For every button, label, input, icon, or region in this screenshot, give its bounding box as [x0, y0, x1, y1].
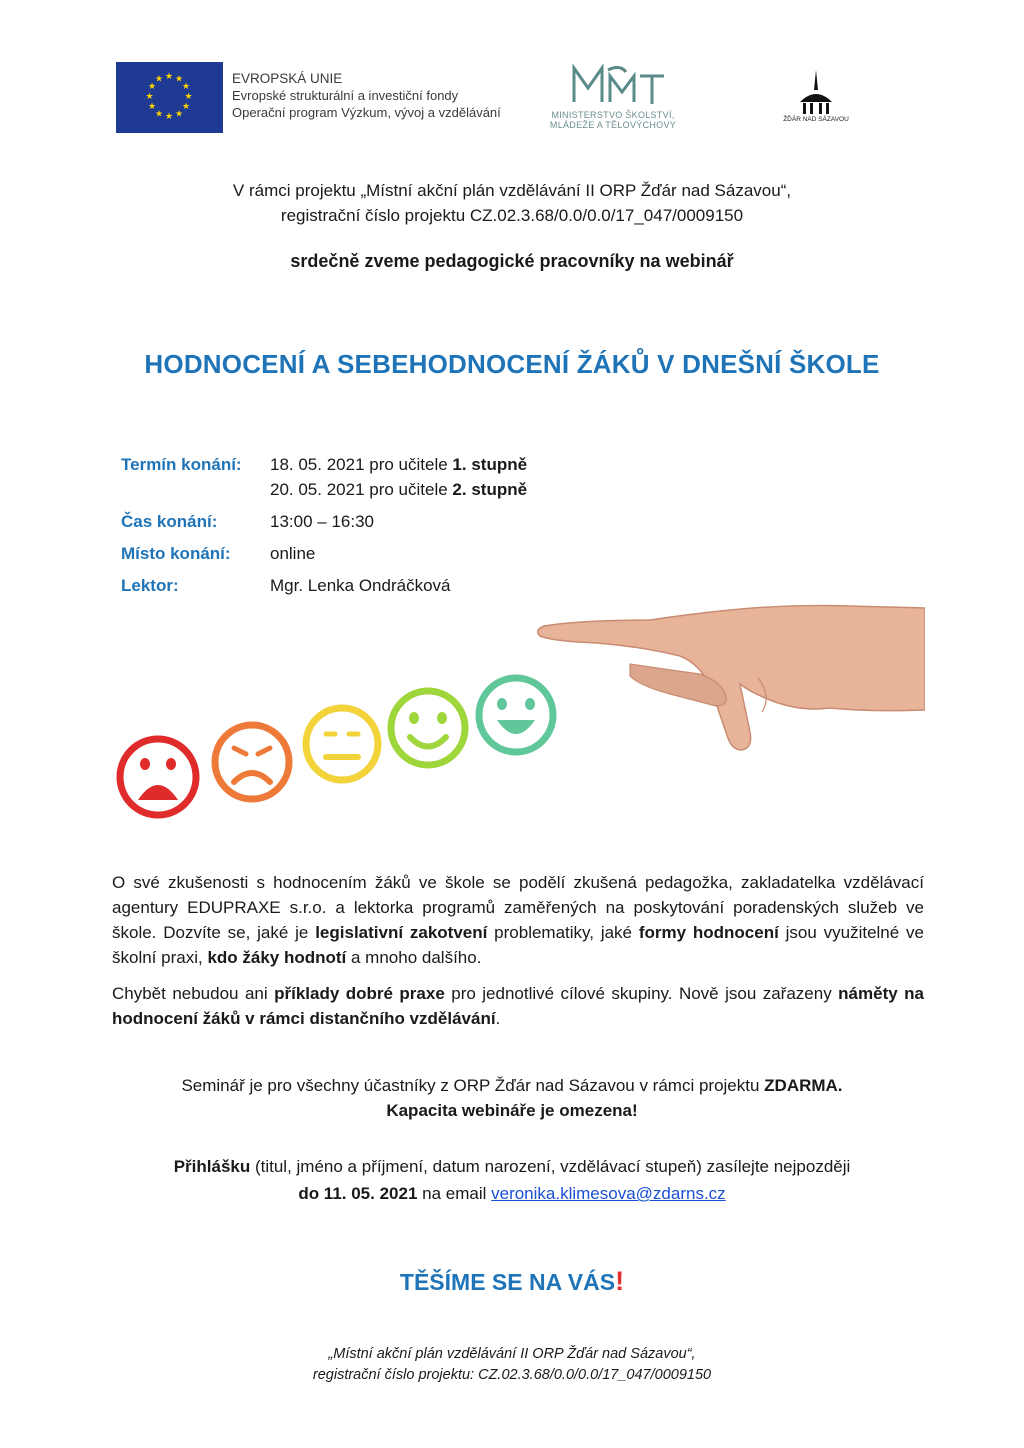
footer-line2: registrační číslo projektu: CZ.02.3.68/0.0/0.0/17_047/0009150: [312, 1367, 712, 1383]
svg-text:★: ★: [154, 74, 164, 85]
eu-flag-logo: [116, 62, 223, 133]
cas-row: [121, 509, 527, 534]
svg-text:★: ★: [184, 92, 193, 102]
registration-deadline: do 11. 05. 2021: [298, 1184, 418, 1203]
termin-line2: [270, 477, 527, 502]
svg-text:★: ★: [174, 74, 184, 85]
closing-text: [0, 1266, 1024, 1297]
misto-label: Místo konání:: [121, 544, 231, 563]
sad-face-icon: [215, 725, 289, 799]
pointing-hand-icon: [538, 606, 925, 751]
svg-text:★: ★: [145, 92, 154, 102]
registration-line1: [0, 1153, 1024, 1180]
termin1-mid: pro učitele: [364, 455, 453, 474]
termin-label: Termín konání:: [121, 455, 242, 474]
registration-line2: [0, 1180, 1024, 1207]
p2-bold-1: příklady dobré praxe: [274, 984, 445, 1003]
eu-line1: EVROPSKÁ UNIE: [232, 71, 343, 86]
closing-main: TĚŠÍME SE NA VÁS: [399, 1269, 616, 1295]
p2-text-d: .: [495, 1009, 501, 1028]
footer-line1: „Místní akční plán vzdělávání II ORP Žďár nad Sázavou“,: [328, 1346, 696, 1362]
free-line1: [0, 1073, 1024, 1098]
svg-text:★: ★: [174, 109, 184, 120]
msmt-line2: MLÁDEŽE A TĚLOVÝCHOVY: [549, 120, 677, 130]
p1-bold-1: legislativní zakotvení: [315, 923, 488, 942]
p1-text-a: O své zkušenosti s hodnocením žáků ve škole se podělí zkušená pedagožka, zakladatelka vzdělávací agentury EDUPRAXE s.r.o. a lektorka programů zaměřených na poskytování poradenských služeb ve škole. Dozvíte se, jaké je: [112, 873, 924, 942]
termin-row: [121, 452, 527, 502]
p2-text-a: Chybět nebudou ani: [112, 984, 275, 1003]
footer: [0, 1344, 1024, 1386]
msmt-logo: [560, 62, 670, 107]
feedback-illustration: [110, 600, 925, 825]
svg-text:★: ★: [164, 112, 174, 122]
p1-text-e: a mnoho dalšího.: [346, 948, 482, 967]
very-happy-face-icon: [479, 678, 553, 752]
lektor-label: Lektor:: [121, 576, 179, 595]
termin1-date: 18. 05. 2021: [270, 455, 365, 474]
event-info: [121, 452, 527, 598]
free-zdarma: ZDARMA.: [764, 1076, 843, 1095]
p2-bold-2: náměty na hodnocení žáků v rámci distančního vzdělávání: [112, 984, 924, 1028]
cas-value: 13:00 – 16:30: [270, 512, 374, 531]
invite-text: srdečně zveme pedagogické pracovníky na webinář: [290, 251, 734, 271]
termin-values: [270, 452, 527, 502]
zdar-church-logo: [796, 68, 836, 116]
free-notice: [0, 1073, 1024, 1123]
cas-label: Čas konání:: [121, 512, 218, 531]
capacity-line: [0, 1098, 1024, 1123]
zdar-label: ŽĎÁR NAD SÁZAVOU: [783, 116, 849, 123]
svg-text:★: ★: [154, 109, 164, 120]
p1-bold-3: kdo žáky hodnotí: [207, 948, 347, 967]
termin2-date: 20. 05. 2021: [270, 480, 365, 499]
intro-text: [0, 178, 1024, 228]
eu-line3: Operační program Výzkum, vývoj a vzdělávání: [232, 105, 501, 120]
free-line1-text: Seminář je pro všechny účastníky z ORP Žďár nad Sázavou v rámci projektu: [181, 1076, 765, 1095]
registration-info: [0, 1153, 1024, 1207]
termin2-level: 2. stupně: [452, 480, 528, 499]
svg-text:★: ★: [147, 82, 157, 92]
page-title: HODNOCENÍ A SEBEHODNOCENÍ ŽÁKŮ V DNEŠNÍ ŠKOLE: [144, 349, 880, 379]
intro-line1: V rámci projektu „Místní akční plán vzdělávání II ORP Žďár nad Sázavou“,: [232, 181, 792, 200]
p1-text-c: problematiky, jaké: [487, 923, 639, 942]
p1-text-d: jsou využitelné ve školní praxi,: [112, 923, 924, 967]
msmt-line1: MINISTERSTVO ŠKOLSTVÍ,: [551, 110, 675, 120]
svg-text:★: ★: [147, 102, 157, 112]
svg-text:★: ★: [164, 72, 174, 82]
eu-text: [232, 70, 501, 121]
email-link[interactable]: veronika.klimesova@zdarns.cz: [491, 1184, 726, 1203]
very-sad-face-icon: [120, 739, 196, 815]
eu-line2: Evropské strukturální a investiční fondy: [232, 88, 459, 103]
lektor-row: [121, 573, 527, 598]
p1-bold-2: formy hodnocení: [638, 923, 779, 942]
capacity-text: Kapacita webináře je omezena!: [386, 1101, 638, 1120]
closing-exclamation: !: [615, 1266, 625, 1296]
termin1-level: 1. stupně: [452, 455, 528, 474]
description-paragraph-1: [112, 870, 924, 970]
svg-text:★: ★: [181, 82, 191, 92]
msmt-text: [538, 110, 688, 130]
intro-line2: registrační číslo projektu CZ.02.3.68/0.0/0.0/17_047/0009150: [280, 206, 744, 225]
lektor-value: Mgr. Lenka Ondráčková: [270, 576, 451, 595]
registration-text2: na email: [417, 1184, 492, 1203]
registration-bold: Přihlášku: [173, 1157, 251, 1176]
description-paragraph-2: [112, 981, 924, 1031]
neutral-face-icon: [306, 708, 378, 780]
misto-row: [121, 541, 527, 566]
registration-text1: (titul, jméno a příjmení, datum narození, vzdělávací stupeň) zasílejte nejpozději: [250, 1157, 851, 1176]
svg-text:★: ★: [181, 102, 191, 112]
termin2-mid: pro učitele: [364, 480, 453, 499]
p2-text-c: pro jednotlivé cílové skupiny. Nově jsou zařazeny: [444, 984, 839, 1003]
misto-value: online: [270, 544, 316, 563]
termin-line1: [270, 452, 527, 477]
happy-face-icon: [391, 691, 465, 765]
